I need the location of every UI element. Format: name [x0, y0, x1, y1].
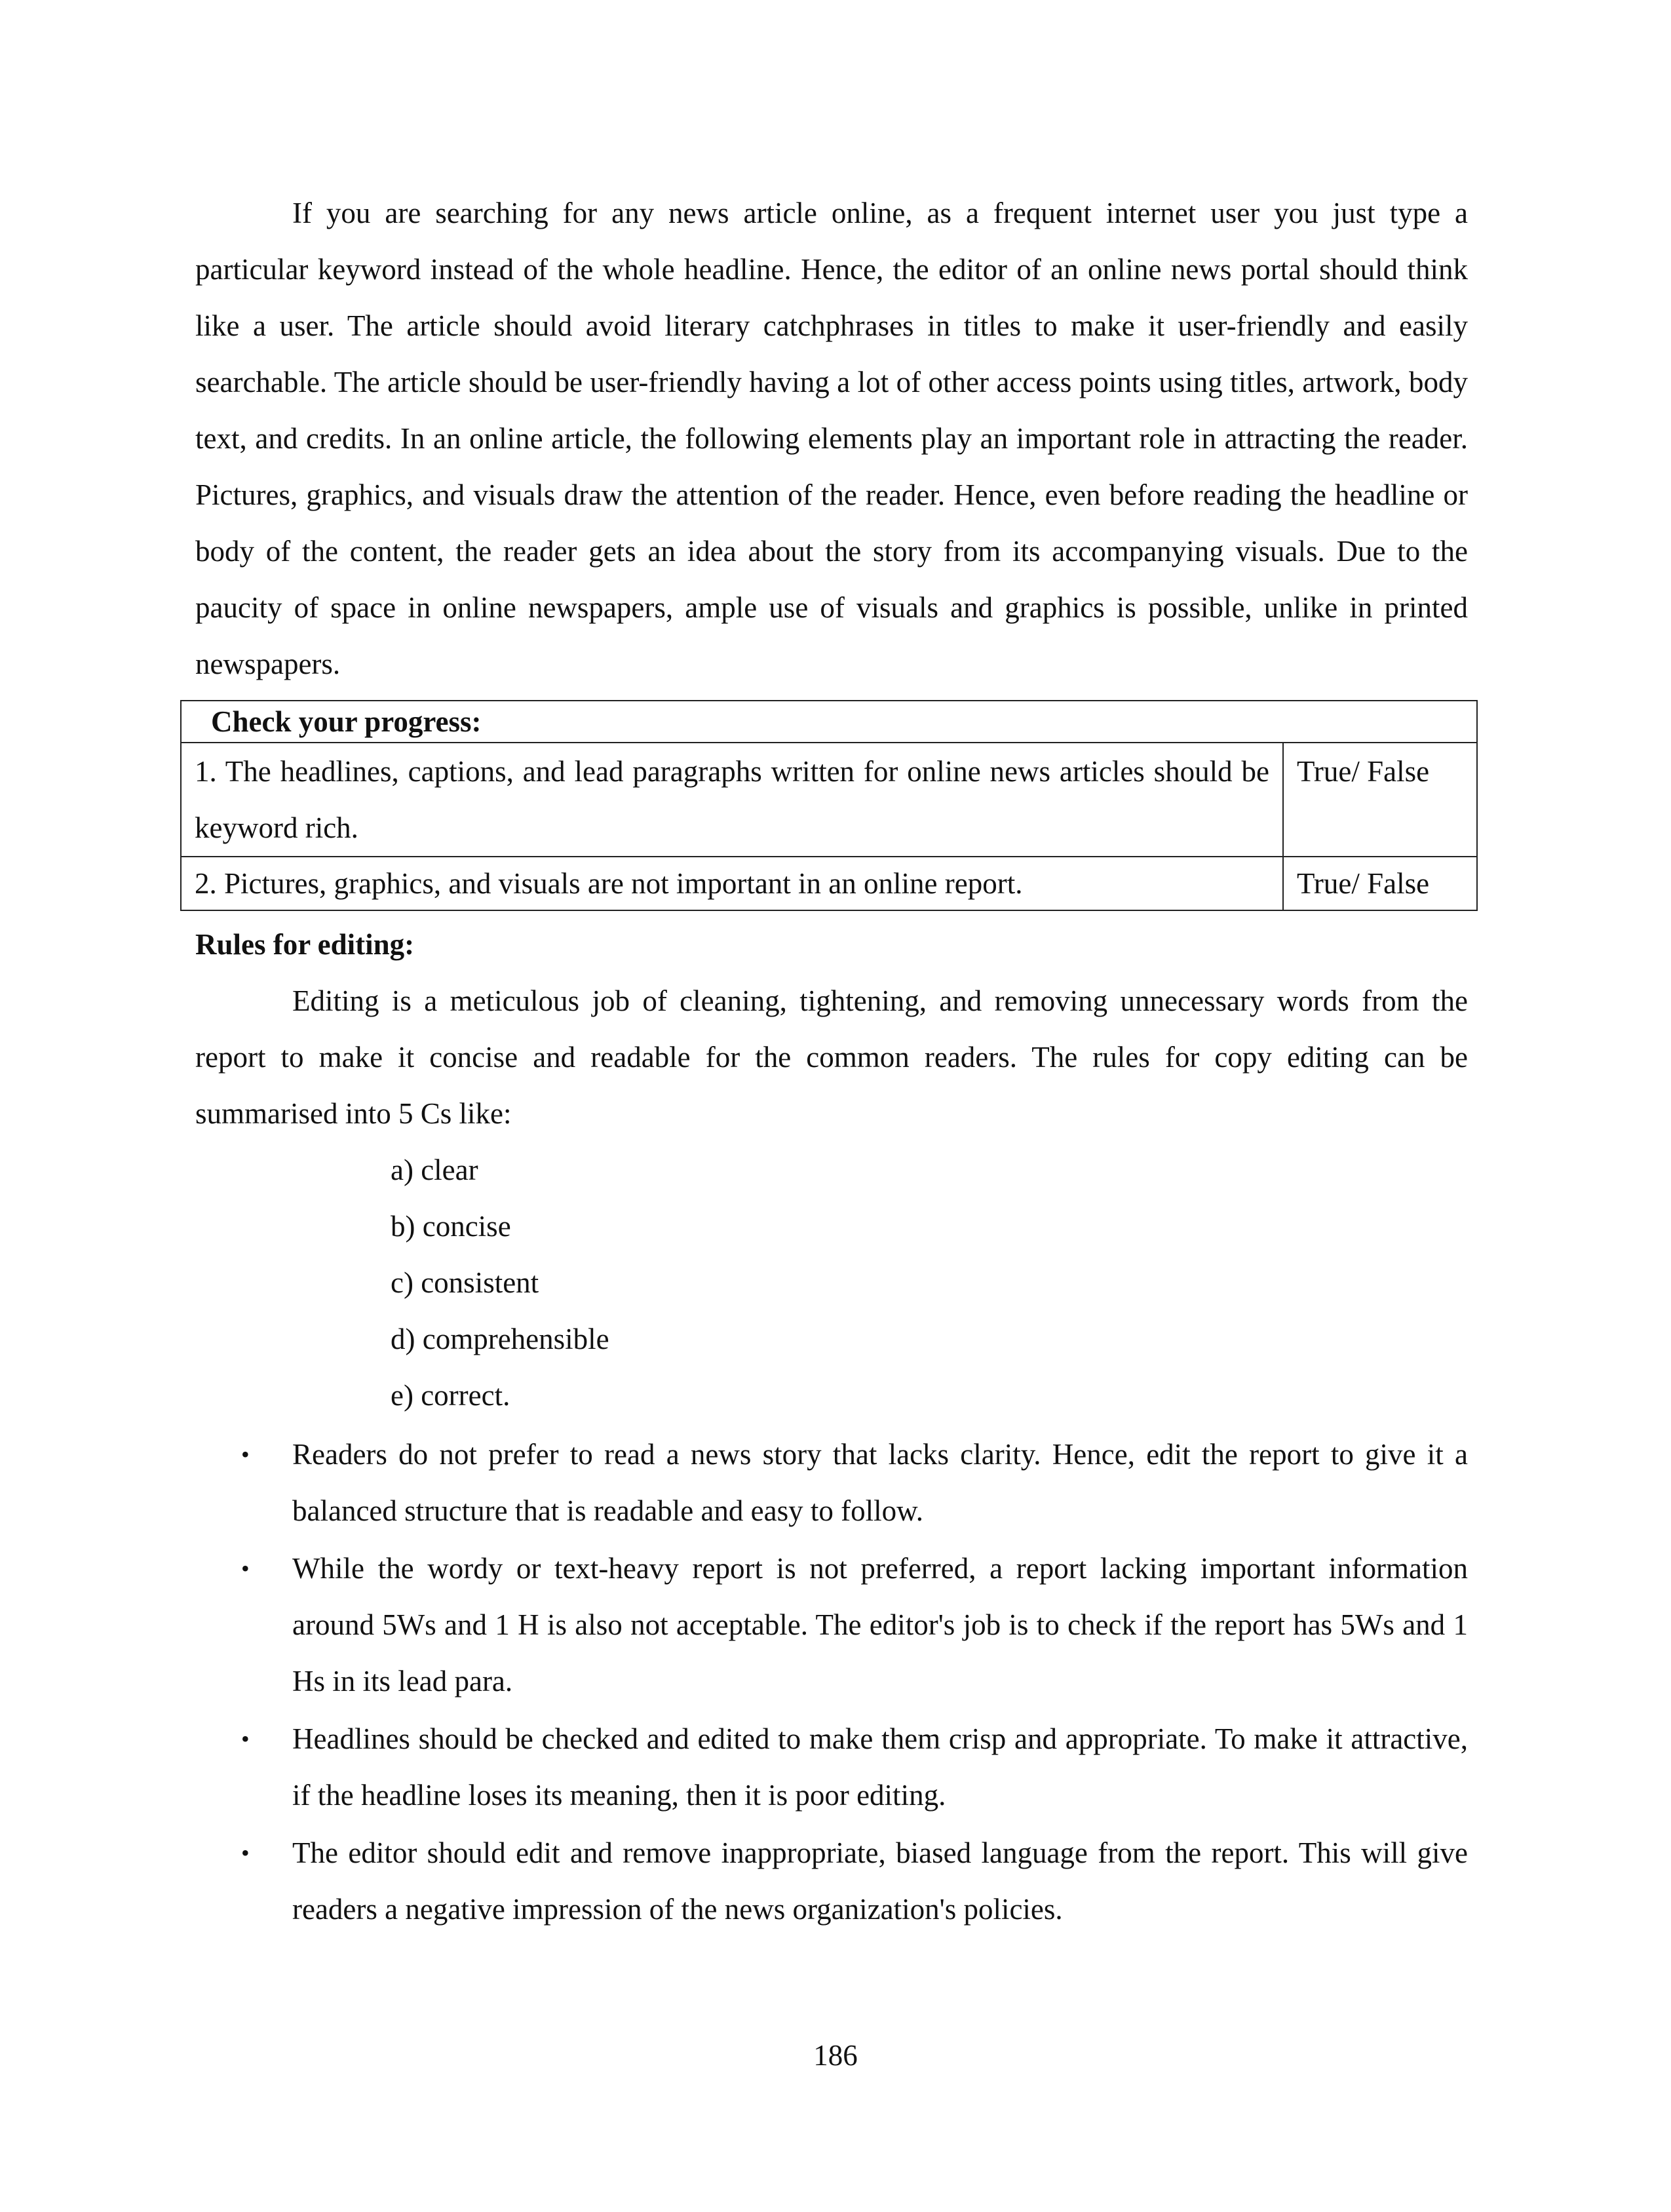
- bullet-icon: •: [241, 1441, 250, 1467]
- progress-question-1: 1. The headlines, captions, and lead paragraphs written for online news articles should be keyword rich.: [181, 743, 1283, 857]
- list-item: b) concise: [391, 1210, 511, 1243]
- rules-heading: Rules for editing:: [195, 928, 415, 961]
- check-your-progress-box: [180, 700, 1478, 911]
- progress-question-row: [181, 857, 1477, 910]
- progress-answer-2: True/ False: [1283, 857, 1477, 910]
- bullet-item: [195, 1711, 1468, 1823]
- five-cs-list: [195, 1142, 1468, 1424]
- bullet-text: The editor should edit and remove inappropriate, biased language from the report. This will give readers a negative impression of the news organization's policies.: [292, 1836, 1468, 1926]
- rules-paragraph: Editing is a meticulous job of cleaning, tightening, and removing unnecessary words from the report to make it concise and readable for the common readers. The rules for copy editing can be summarised into 5 Cs like:: [195, 984, 1468, 1130]
- bullet-item: [195, 1426, 1468, 1539]
- bullet-icon: •: [241, 1726, 250, 1752]
- bullet-icon: •: [241, 1555, 250, 1581]
- bullet-text: Readers do not prefer to read a news story that lacks clarity. Hence, edit the report to give it a balanced structure that is readable and easy to follow.: [292, 1438, 1468, 1527]
- list-item: d) comprehensible: [391, 1323, 609, 1355]
- bullet-text: While the wordy or text-heavy report is not preferred, a report lacking important information around 5Ws and 1 H is also not acceptable. The editor's job is to check if the report has 5Ws and 1 Hs in its lead para.: [292, 1552, 1468, 1698]
- list-item: a) clear: [391, 1154, 478, 1186]
- page-content: [195, 185, 1468, 1939]
- progress-heading: Check your progress:: [181, 701, 1477, 743]
- bullet-item: [195, 1825, 1468, 1937]
- progress-header-row: [181, 701, 1477, 743]
- editing-rules-bullets: [195, 1426, 1468, 1937]
- list-item: c) consistent: [391, 1266, 539, 1299]
- progress-question-2: 2. Pictures, graphics, and visuals are not important in an online report.: [181, 857, 1283, 910]
- bullet-icon: •: [241, 1840, 250, 1866]
- page-number: 186: [813, 2039, 858, 2072]
- progress-answer-1: True/ False: [1283, 743, 1477, 857]
- intro-paragraph: If you are searching for any news article online, as a frequent internet user you just type a particular keyword instead of the whole headline. Hence, the editor of an online news portal should think like a user. The article should avoid literary catchphrases in titles to make it user-friendly and easily searchable. The article should be user-friendly having a lot of other access points using titles, artwork, body text, and credits. In an online article, the following elements play an important role in attracting the reader. Pictures, graphics, and visuals draw the attention of the reader. Hence, even before reading the headline or body of the content, the reader gets an idea about the story from its accompanying visuals. Due to the paucity of space in online newspapers, ample use of visuals and graphics is possible, unlike in printed newspapers.: [195, 197, 1468, 680]
- list-item: e) correct.: [391, 1379, 510, 1412]
- progress-question-row: [181, 743, 1477, 857]
- bullet-text: Headlines should be checked and edited to make them crisp and appropriate. To make it attractive, if the headline loses its meaning, then it is poor editing.: [292, 1722, 1468, 1812]
- bullet-item: [195, 1540, 1468, 1709]
